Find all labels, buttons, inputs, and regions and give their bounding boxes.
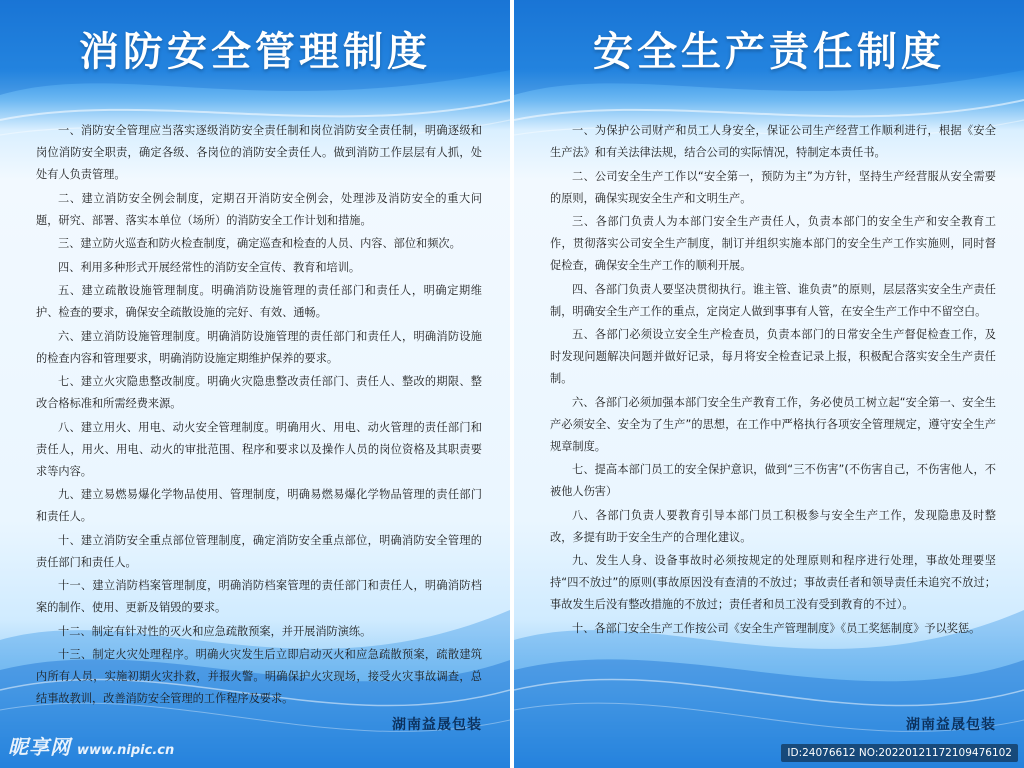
paragraph: 九、发生人身、设备事故时必须按规定的处理原则和程序进行处理，事故处理要坚持“四不放过”的原则(事故原因没有查清的不放过；事故责任者和领导责任未追究不放过；事故发生后没有整改措施的不放过；责任者和员工没有受到教育的不过）。 <box>550 554 996 611</box>
fire-safety-poster <box>0 0 510 768</box>
paragraph: 五、各部门必须设立安全生产检查员，负责本部门的日常安全生产督促检查工作，及时发现问题解决问题并做好记录，每月将安全检查记录上报，积极配合落实安全生产责任制。 <box>550 328 996 385</box>
poster-body <box>550 120 996 641</box>
paragraph: 六、各部门必须加强本部门安全生产教育工作，务必使员工树立起“安全第一、安全生产必须安全、安全为了生产”的思想，在工作中严格执行各项安全管理规定，遵守安全生产规章制度。 <box>550 395 996 453</box>
poster-title: 安全生产责任制度 <box>593 29 945 75</box>
paragraph: 四、利用多种形式开展经常性的消防安全宣传、教育和培训。 <box>58 260 361 274</box>
site-watermark <box>8 731 174 760</box>
paragraph: 一、为保护公司财产和员工人身安全，保证公司生产经营工作顺利进行，根据《安全生产法》和有关法律法规，结合公司的实际情况，特制定本责任书。 <box>550 124 996 159</box>
paragraph: 十一、建立消防档案管理制度，明确消防档案管理的责任部门和责任人，明确消防档案的制作、使用、更新及销毁的要求。 <box>36 579 482 614</box>
paragraph: 五、建立疏散设施管理制度。明确消防设施管理的责任部门和责任人，明确定期维护、检查的要求，确保安全疏散设施的完好、有效、通畅。 <box>36 284 482 319</box>
paragraph: 七、提高本部门员工的安全保护意识，做到“三不伤害”(不伤害自己，不伤害他人，不被他人伤害） <box>550 463 996 498</box>
paragraph: 八、建立用火、用电、动火安全管理制度。明确用火、用电、动火管理的责任部门和责任人，用火、用电、动火的审批范围、程序和要求以及操作人员的岗位资格及其职责要求等内容。 <box>36 420 482 478</box>
paragraph: 一、消防安全管理应当落实逐级消防安全责任制和岗位消防安全责任制，明确逐级和岗位消防安全职责，确定各级、各岗位的消防安全责任人。做到消防工作层层有人抓，处处有人负责管理。 <box>36 124 482 181</box>
company-name: 湖南益晟包装 <box>906 717 996 733</box>
paragraph: 三、建立防火巡查和防火检查制度，确定巡查和检查的人员、内容、部位和频次。 <box>58 237 461 250</box>
paragraph: 十二、制定有针对性的灭火和应急疏散预案，并开展消防演练。 <box>58 624 372 638</box>
paragraph: 七、建立火灾隐患整改制度。明确火灾隐患整改责任部门、责任人、整改的期限、整改合格标准和所需经费来源。 <box>36 375 482 410</box>
paragraph: 二、公司安全生产工作以“安全第一，预防为主”为方针，坚持生产经营服从安全需要的原则，确保实现安全生产和文明生产。 <box>550 169 996 205</box>
poster-body <box>36 120 482 712</box>
paragraph: 十三、制定火灾处理程序。明确火灾发生后立即启动灭火和应急疏散预案，疏散建筑内所有人员，实施初期火灾扑救，并报火警。明确保护火灾现场，接受火灾事故调查，总结事故教训，改善消防安全管理的工作程序及要求。 <box>36 648 482 705</box>
paragraph: 九、建立易燃易爆化学物品使用、管理制度，明确易燃易爆化学物品管理的责任部门和责任人。 <box>36 488 482 523</box>
paragraph: 十、各部门安全生产工作按公司《安全生产管理制度》《员工奖惩制度》予以奖惩。 <box>572 621 981 635</box>
watermark-logo: 昵享网 <box>8 735 71 759</box>
paragraph: 十、建立消防安全重点部位管理制度，确定消防安全重点部位，明确消防安全管理的责任部门和责任人。 <box>36 533 482 569</box>
paragraph: 六、建立消防设施管理制度。明确消防设施管理的责任部门和责任人，明确消防设施的检查内容和管理要求，明确消防设施定期维护保养的要求。 <box>36 329 482 365</box>
image-id-label: ID:24076612 NO:20220121172109476102 <box>781 744 1018 762</box>
production-safety-poster <box>514 0 1024 768</box>
paragraph: 四、各部门负责人要坚决贯彻执行。谁主管、谁负责”的原则，层层落实安全生产责任制，明确安全生产工作的重点，定岗定人做到事事有人管，在安全生产工作中不留空白。 <box>550 282 996 318</box>
poster-title: 消防安全管理制度 <box>79 29 431 75</box>
paragraph: 二、建立消防安全例会制度，定期召开消防安全例会，处理涉及消防安全的重大问题，研究、部署、落实本单位（场所）的消防安全工作计划和措施。 <box>36 191 482 227</box>
paragraph: 三、各部门负责人为本部门安全生产责任人，负责本部门的安全生产和安全教育工作，贯彻落实公司安全生产制度，制订并组织实施本部门的安全生产工作实施则，同时督促检查，确保安全生产工作的顺利开展。 <box>550 215 996 272</box>
watermark-url: www.nipic.cn <box>77 743 175 758</box>
company-name: 湖南益晟包装 <box>392 717 482 733</box>
paragraph: 八、各部门负责人要教育引导本部门员工积极参与安全生产工作，发现隐患及时整改，多提有助于安全生产的合理化建议。 <box>550 508 996 544</box>
